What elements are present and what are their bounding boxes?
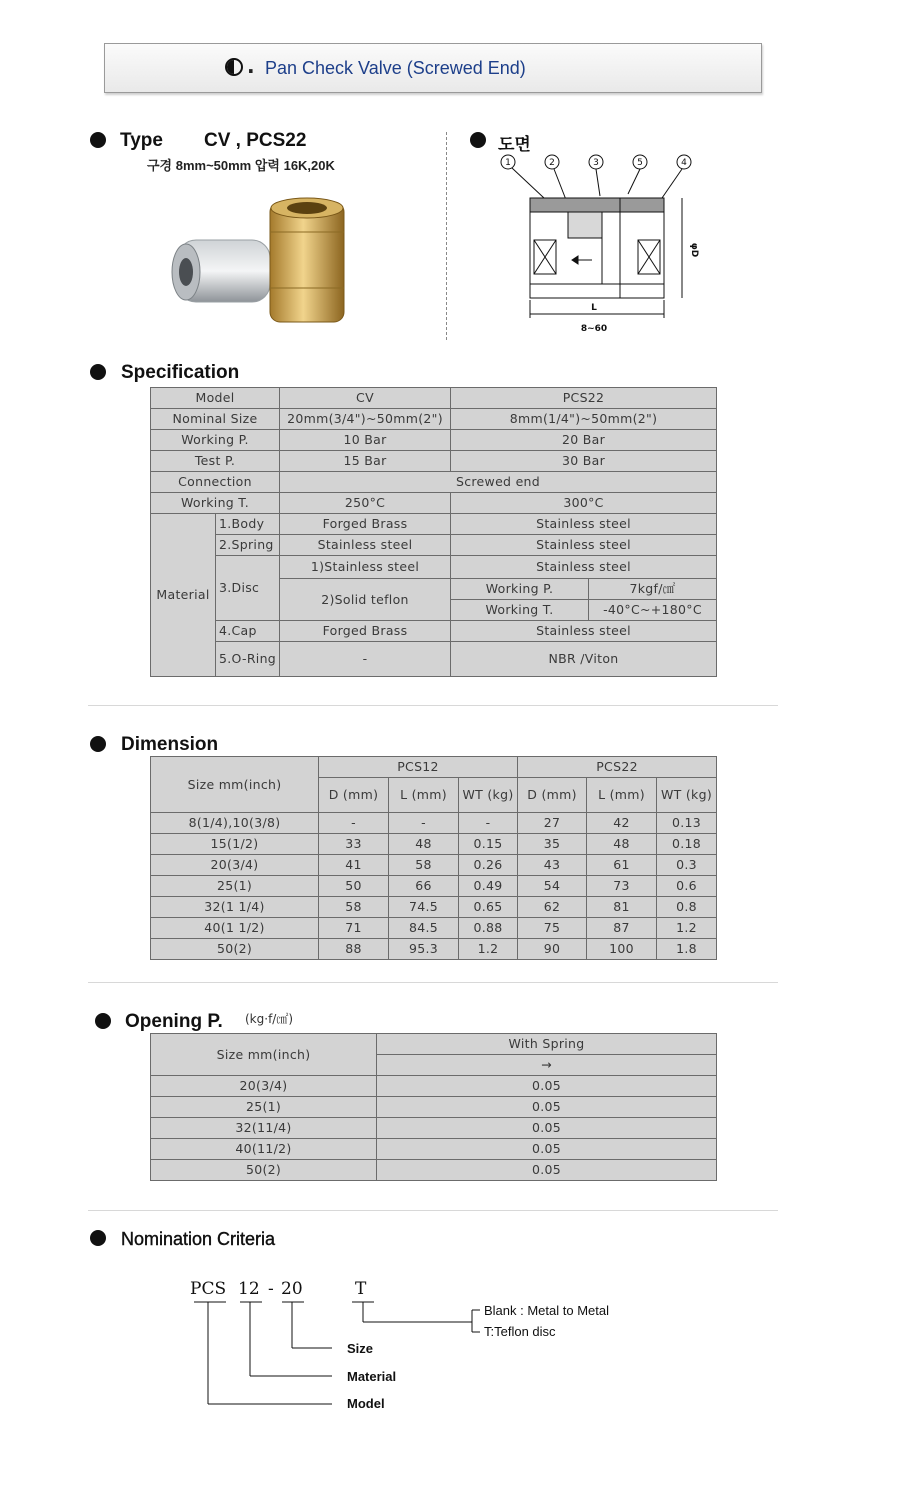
table-row [151, 1118, 717, 1139]
cell: 75 [518, 918, 587, 939]
cell: 50(2) [151, 939, 319, 960]
cell: 20(3/4) [151, 855, 319, 876]
material-label: Material [347, 1369, 397, 1384]
valve-photo [168, 192, 390, 340]
col-header: L (mm) [587, 778, 657, 813]
cell: 32(11/4) [151, 1118, 377, 1139]
cell: 27 [518, 813, 587, 834]
size-header: Size mm(inch) [151, 1034, 377, 1076]
spec-cell: Working P. [451, 579, 589, 600]
cell: 1.8 [657, 939, 717, 960]
drawing-label: 도면 [498, 135, 531, 154]
code-size: 20 [281, 1279, 303, 1299]
svg-text:1: 1 [505, 158, 511, 168]
spec-cell: 2)Solid teflon [280, 579, 451, 621]
bullet-icon [90, 364, 106, 380]
divider [88, 1210, 778, 1211]
cell: 50(2) [151, 1160, 377, 1181]
cell: 58 [389, 855, 459, 876]
svg-text:3: 3 [593, 158, 599, 168]
cell: 48 [389, 834, 459, 855]
bullet-icon [470, 132, 486, 148]
cell: 0.15 [459, 834, 518, 855]
svg-text:5: 5 [637, 158, 643, 168]
table-row [151, 409, 717, 430]
table-row [151, 757, 717, 778]
type-subtitle: 구경 8mm~50mm 압력 16K,20K [147, 158, 335, 173]
col-header: L (mm) [389, 778, 459, 813]
specification-label: Specification [121, 362, 240, 383]
table-row [151, 642, 717, 677]
cell: 50 [319, 876, 389, 897]
table-row [151, 1097, 717, 1118]
cell: 1.2 [657, 918, 717, 939]
spec-cell: 1.Body [216, 514, 280, 535]
spec-cell: 10 Bar [280, 430, 451, 451]
cell: 25(1) [151, 1097, 377, 1118]
table-row [151, 621, 717, 642]
col-header: WT (kg) [459, 778, 518, 813]
cell: 54 [518, 876, 587, 897]
cell: 40(11/2) [151, 1139, 377, 1160]
table-row [151, 472, 717, 493]
cell: 48 [587, 834, 657, 855]
cell: 41 [319, 855, 389, 876]
spec-cell: 30 Bar [451, 451, 717, 472]
col-header: D (mm) [319, 778, 389, 813]
cell: 0.05 [377, 1118, 717, 1139]
cell: 62 [518, 897, 587, 918]
group-header: PCS22 [518, 757, 717, 778]
callout-5 [633, 155, 647, 169]
dim-d: φD [689, 242, 699, 258]
page-title: Pan Check Valve (Screwed End) [265, 58, 526, 78]
spec-cell: 8mm(1/4")~50mm(2") [451, 409, 717, 430]
group-header: PCS12 [319, 757, 518, 778]
spec-cell: Test P. [151, 451, 280, 472]
table-row [151, 834, 717, 855]
section-divider [446, 132, 447, 340]
spec-cell: 5.O-Ring [216, 642, 280, 677]
specification-table [150, 387, 717, 677]
cell: 40(1 1/2) [151, 918, 319, 939]
table-row [151, 1139, 717, 1160]
cell: 1.2 [459, 939, 518, 960]
col-subheader: → [377, 1055, 717, 1076]
callout-2 [545, 155, 559, 169]
nomination-label: Nomination Criteria [121, 1229, 276, 1249]
cell: 0.6 [657, 876, 717, 897]
cell: - [389, 813, 459, 834]
spec-cell: 250°C [280, 493, 451, 514]
cell: 87 [587, 918, 657, 939]
spec-cell: 7kgf/㎠ [589, 579, 717, 600]
cell: 32(1 1/4) [151, 897, 319, 918]
spec-cell: CV [280, 388, 451, 409]
spec-cell: Working P. [151, 430, 280, 451]
cell: 0.65 [459, 897, 518, 918]
cell: 0.88 [459, 918, 518, 939]
table-row [151, 388, 717, 409]
table-row [151, 939, 717, 960]
cell: - [459, 813, 518, 834]
spec-cell: PCS22 [451, 388, 717, 409]
spec-cell: Working T. [451, 600, 589, 621]
table-row [151, 535, 717, 556]
cell: 0.18 [657, 834, 717, 855]
bullet-icon [95, 1013, 111, 1029]
cell: 0.05 [377, 1139, 717, 1160]
cell: 0.05 [377, 1160, 717, 1181]
table-row [151, 1034, 717, 1055]
cell: 71 [319, 918, 389, 939]
dim-range: 8~60 [580, 324, 608, 334]
cell: 15(1/2) [151, 834, 319, 855]
cell: 84.5 [389, 918, 459, 939]
code-suffix: T [355, 1279, 367, 1299]
table-row [151, 897, 717, 918]
cell: 61 [587, 855, 657, 876]
opening-table [150, 1033, 717, 1181]
table-row [151, 556, 717, 579]
type-models: CV , PCS22 [204, 130, 307, 151]
cell: 0.26 [459, 855, 518, 876]
cell: 0.05 [377, 1097, 717, 1118]
half-circle-icon [225, 58, 243, 76]
table-row [151, 493, 717, 514]
code-dash: - [268, 1279, 274, 1299]
type-label: Type [120, 130, 163, 151]
cell: 33 [319, 834, 389, 855]
cell: 0.13 [657, 813, 717, 834]
spec-cell: - [280, 642, 451, 677]
cell: 35 [518, 834, 587, 855]
spec-cell: Stainless steel [451, 514, 717, 535]
cell: 0.3 [657, 855, 717, 876]
spec-cell: Stainless steel [451, 621, 717, 642]
material-header: Material [151, 514, 216, 677]
bullet-icon [90, 1230, 106, 1246]
col-header: D (mm) [518, 778, 587, 813]
spec-cell: NBR /Viton [451, 642, 717, 677]
cell: 43 [518, 855, 587, 876]
callout-4 [677, 155, 691, 169]
cell: 73 [587, 876, 657, 897]
divider [88, 705, 778, 706]
spec-cell: 20 Bar [451, 430, 717, 451]
spec-cell: Connection [151, 472, 280, 493]
code-model: PCS [190, 1279, 227, 1299]
callout-3 [589, 155, 603, 169]
cell: 25(1) [151, 876, 319, 897]
table-row [151, 1160, 717, 1181]
option-teflon: T:Teflon disc [484, 1324, 556, 1339]
spec-cell: 15 Bar [280, 451, 451, 472]
spec-cell: Stainless steel [280, 535, 451, 556]
dim-l: L [591, 303, 597, 313]
dimension-table [150, 756, 717, 960]
cell: 20(3/4) [151, 1076, 377, 1097]
disc-header: 3.Disc [216, 556, 280, 621]
col-header: WT (kg) [657, 778, 717, 813]
table-row [151, 1076, 717, 1097]
cell: 81 [587, 897, 657, 918]
table-row [151, 855, 717, 876]
callout-1 [501, 155, 515, 169]
spec-cell: Stainless steel [451, 556, 717, 579]
table-row [151, 430, 717, 451]
spec-cell: 2.Spring [216, 535, 280, 556]
cell: - [319, 813, 389, 834]
size-header: Size mm(inch) [151, 757, 319, 813]
bullet-icon [90, 132, 106, 148]
code-material: 12 [238, 1279, 260, 1299]
cell: 0.49 [459, 876, 518, 897]
spec-cell: Nominal Size [151, 409, 280, 430]
table-row [151, 813, 717, 834]
spec-cell: Forged Brass [280, 621, 451, 642]
divider [88, 982, 778, 983]
spec-cell: 300°C [451, 493, 717, 514]
dimension-body [151, 813, 717, 960]
spec-cell: 4.Cap [216, 621, 280, 642]
cell: 88 [319, 939, 389, 960]
svg-text:4: 4 [681, 158, 687, 168]
cell: 74.5 [389, 897, 459, 918]
stainless-valve [172, 240, 270, 302]
spec-cell: Screwed end [280, 472, 717, 493]
spec-cell: Model [151, 388, 280, 409]
valve-drawing [492, 150, 712, 340]
spec-cell: -40°C~+180°C [589, 600, 717, 621]
cell: 66 [389, 876, 459, 897]
table-row [151, 451, 717, 472]
title-dot: . [247, 54, 255, 78]
spec-cell: Stainless steel [451, 535, 717, 556]
cell: 0.8 [657, 897, 717, 918]
spec-cell: 20mm(3/4")~50mm(2") [280, 409, 451, 430]
model-label: Model [347, 1396, 385, 1411]
cell: 100 [587, 939, 657, 960]
brass-valve [270, 198, 344, 322]
col-header: With Spring [377, 1034, 717, 1055]
opening-label: Opening P. [125, 1011, 223, 1032]
spec-cell: Forged Brass [280, 514, 451, 535]
cell: 0.05 [377, 1076, 717, 1097]
size-label: Size [347, 1341, 374, 1356]
cell: 95.3 [389, 939, 459, 960]
table-row [151, 918, 717, 939]
spec-cell: 1)Stainless steel [280, 556, 451, 579]
nomination-diagram [180, 1270, 660, 1420]
bullet-icon [90, 736, 106, 752]
table-row [151, 876, 717, 897]
cell: 42 [587, 813, 657, 834]
table-row [151, 514, 717, 535]
spec-cell: Working T. [151, 493, 280, 514]
cell: 90 [518, 939, 587, 960]
option-blank: Blank : Metal to Metal [484, 1303, 609, 1318]
opening-unit: (kg·f/㎠) [245, 1012, 294, 1026]
svg-text:2: 2 [549, 158, 555, 168]
dimension-label: Dimension [121, 734, 219, 755]
cell: 58 [319, 897, 389, 918]
title-box [104, 43, 762, 93]
cell: 8(1/4),10(3/8) [151, 813, 319, 834]
